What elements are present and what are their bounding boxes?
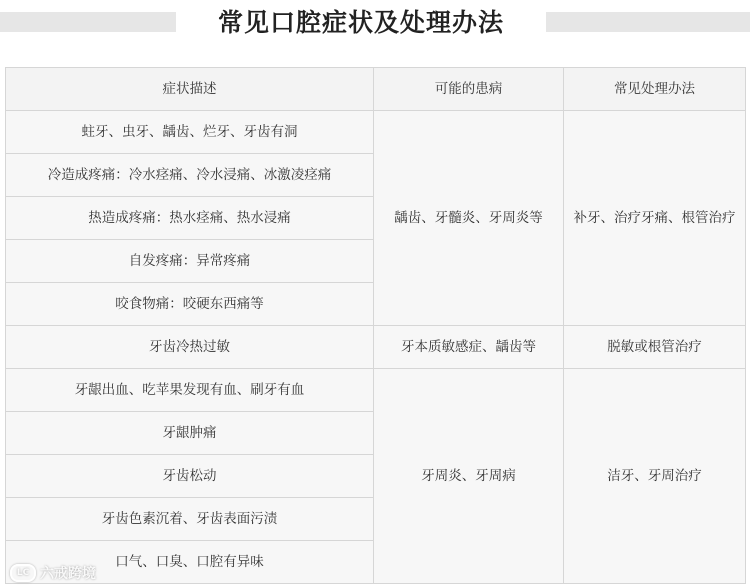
symptom-cell: 冷造成疼痛：冷水痉痛、冷水浸痛、冰激凌痉痛	[6, 154, 374, 197]
symptom-cell: 牙龈肿痛	[6, 412, 374, 455]
title-decor-bar-right	[546, 12, 750, 32]
treatment-cell: 脱敏或根管治疗	[564, 326, 746, 369]
treatment-cell: 补牙、治疗牙痛、根管治疗	[564, 111, 746, 326]
header-disease: 可能的患病	[374, 68, 564, 111]
symptom-table	[5, 67, 746, 584]
page-title: 常见口腔症状及处理办法	[217, 8, 504, 37]
watermark-logo-icon: LC	[10, 564, 36, 582]
disease-cell: 牙周炎、牙周病	[374, 369, 564, 584]
watermark-text: 六戒跨境	[40, 566, 96, 582]
table-row	[6, 326, 746, 369]
disease-cell: 牙本质敏感症、龋齿等	[374, 326, 564, 369]
symptom-cell: 咬食物痛：咬硬东西痛等	[6, 283, 374, 326]
title-decor-bar-left	[0, 12, 176, 32]
table-row	[6, 369, 746, 412]
symptom-cell: 牙齿松动	[6, 455, 374, 498]
symptom-cell: 牙齿冷热过敏	[6, 326, 374, 369]
watermark	[10, 563, 96, 583]
symptom-cell: 牙齿色素沉着、牙齿表面污渍	[6, 498, 374, 541]
symptom-cell: 口气、口臭、口腔有异味	[6, 541, 374, 584]
table-header-row	[6, 68, 746, 111]
disease-cell: 龋齿、牙髓炎、牙周炎等	[374, 111, 564, 326]
symptom-cell: 热造成疼痛：热水痉痛、热水浸痛	[6, 197, 374, 240]
symptom-cell: 牙龈出血、吃苹果发现有血、刷牙有血	[6, 369, 374, 412]
header-symptom: 症状描述	[6, 68, 374, 111]
header-treatment: 常见处理办法	[564, 68, 746, 111]
title-band	[0, 0, 750, 46]
symptom-cell: 自发疼痛：异常疼痛	[6, 240, 374, 283]
table-row	[6, 111, 746, 154]
symptom-cell: 蛀牙、虫牙、龋齿、烂牙、牙齿有洞	[6, 111, 374, 154]
treatment-cell: 洁牙、牙周治疗	[564, 369, 746, 584]
